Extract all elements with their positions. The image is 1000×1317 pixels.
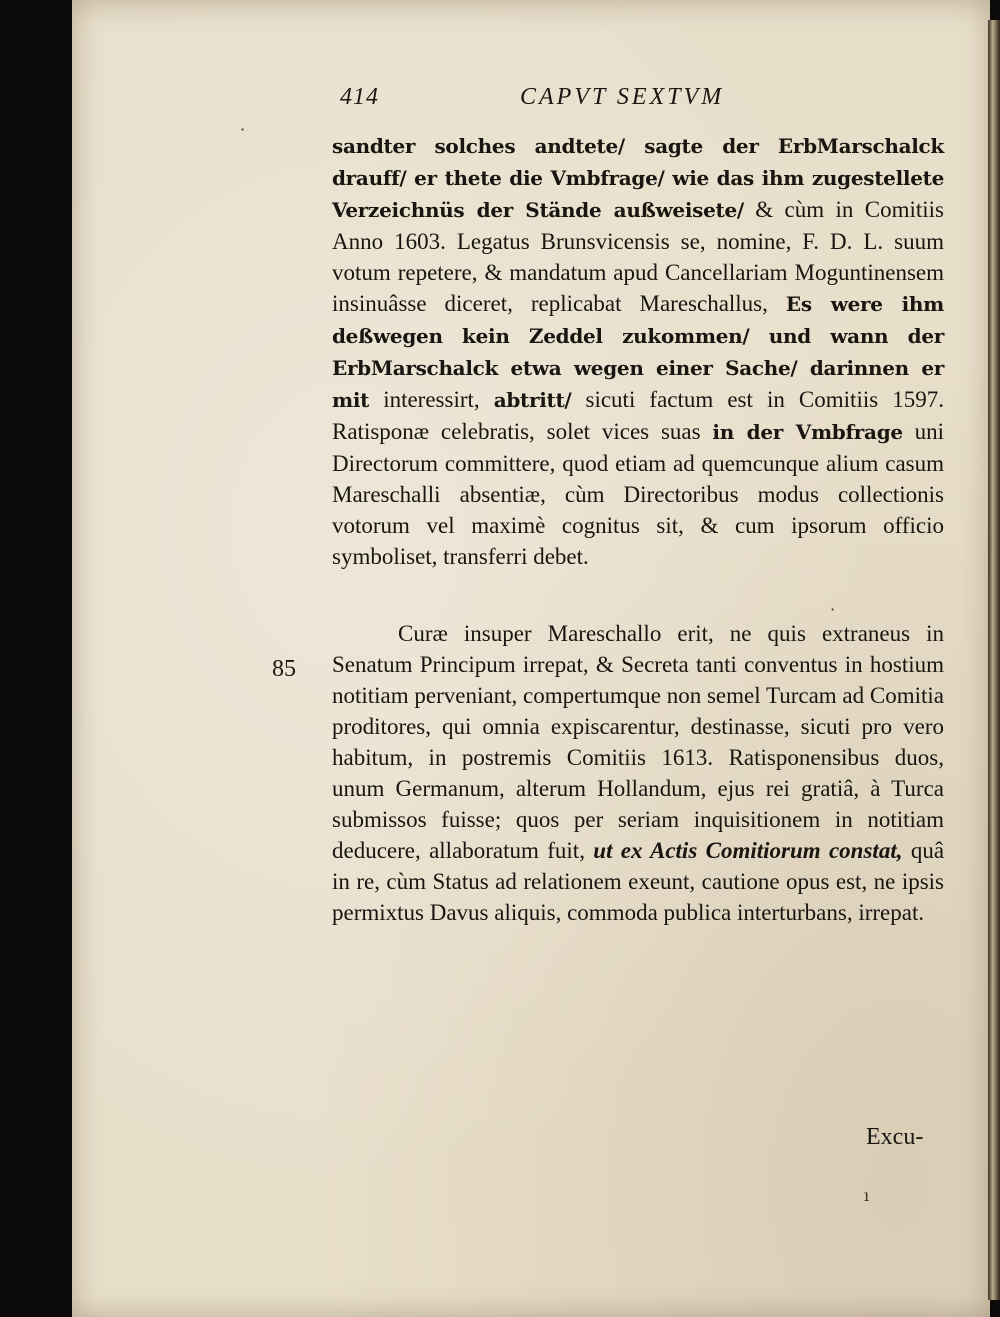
page-edge bbox=[988, 20, 1000, 1300]
latin-text: quâ in re, cùm Status ad relationem exeunt, cautione opus est, ne ipsis permixtus Davus aliquis, commoda publica interturbans, irrepat. bbox=[332, 838, 945, 925]
paragraph-2 bbox=[332, 618, 944, 928]
ink-speck: · bbox=[240, 120, 246, 139]
latin-text: interessirt, bbox=[383, 387, 480, 412]
fraktur-text: abtritt/ bbox=[493, 388, 572, 412]
section-number: 85 bbox=[272, 656, 296, 682]
fraktur-text: Es were ihm deßwegen kein Zeddel zukommen/ und wann der ErbMarschalck etwa wegen einer Sache/ darinnen er mit bbox=[332, 292, 945, 412]
fraktur-text: in der Vmbfrage bbox=[712, 420, 903, 444]
latin-text: Curæ insuper Mareschallo erit, ne quis extraneus in Senatum Principum irrepat, & Secreta tanti conventus in hostium notitiam perveniant, compertumque non semel Turcam ad Comitia proditores, qui omnia expiscarentur, destinasse, sicuti pro vero habitum, in postremis Comitiis 1613. Ratisponensibus duos, unum Germanum, alterum Hollandum, ejus rei gratiâ, à Turca submissos fuisse; quos per seriam inquisitionem in notitiam deducere, allaboratum fuit, bbox=[332, 621, 944, 863]
italic-citation: ut ex Actis Comitiorum constat, bbox=[593, 838, 903, 863]
latin-text: sicuti factum est in Comitiis 1597. Ratisponæ celebratis, solet vices suas bbox=[332, 387, 944, 444]
body-text bbox=[332, 130, 944, 928]
fraktur-text: sandter solches andtete/ sagte der ErbMarschalck drauff/ er thete die Vmbfrage/ wie das ihm zugestellete Verzeichnüs der Stände außweisete/ bbox=[332, 134, 944, 222]
ink-speck: · bbox=[830, 600, 836, 619]
running-head bbox=[340, 84, 760, 120]
ink-speck: ı bbox=[864, 1186, 870, 1205]
page-number: 414 bbox=[340, 84, 379, 110]
latin-text: uni Directorum committere, quod etiam ad quemcunque alium casum Mareschalli absentiæ, cùm Directoribus modus collectionis votorum vel maximè cognitus sit, & cum ipsorum officio symboliset, transferri debet. bbox=[332, 419, 945, 569]
catchword: Excu- bbox=[866, 1124, 924, 1150]
latin-text: & cùm in Comitiis Anno 1603. Legatus Brunsvicensis se, nomine, F. D. L. suum votum repetere, & mandatum apud Cancellariam Moguntinensem insinuâsse diceret, replicabat Mareschallus, bbox=[332, 197, 944, 316]
running-title: CAPVT SEXTVM bbox=[520, 84, 725, 110]
paragraph-1 bbox=[332, 130, 944, 572]
